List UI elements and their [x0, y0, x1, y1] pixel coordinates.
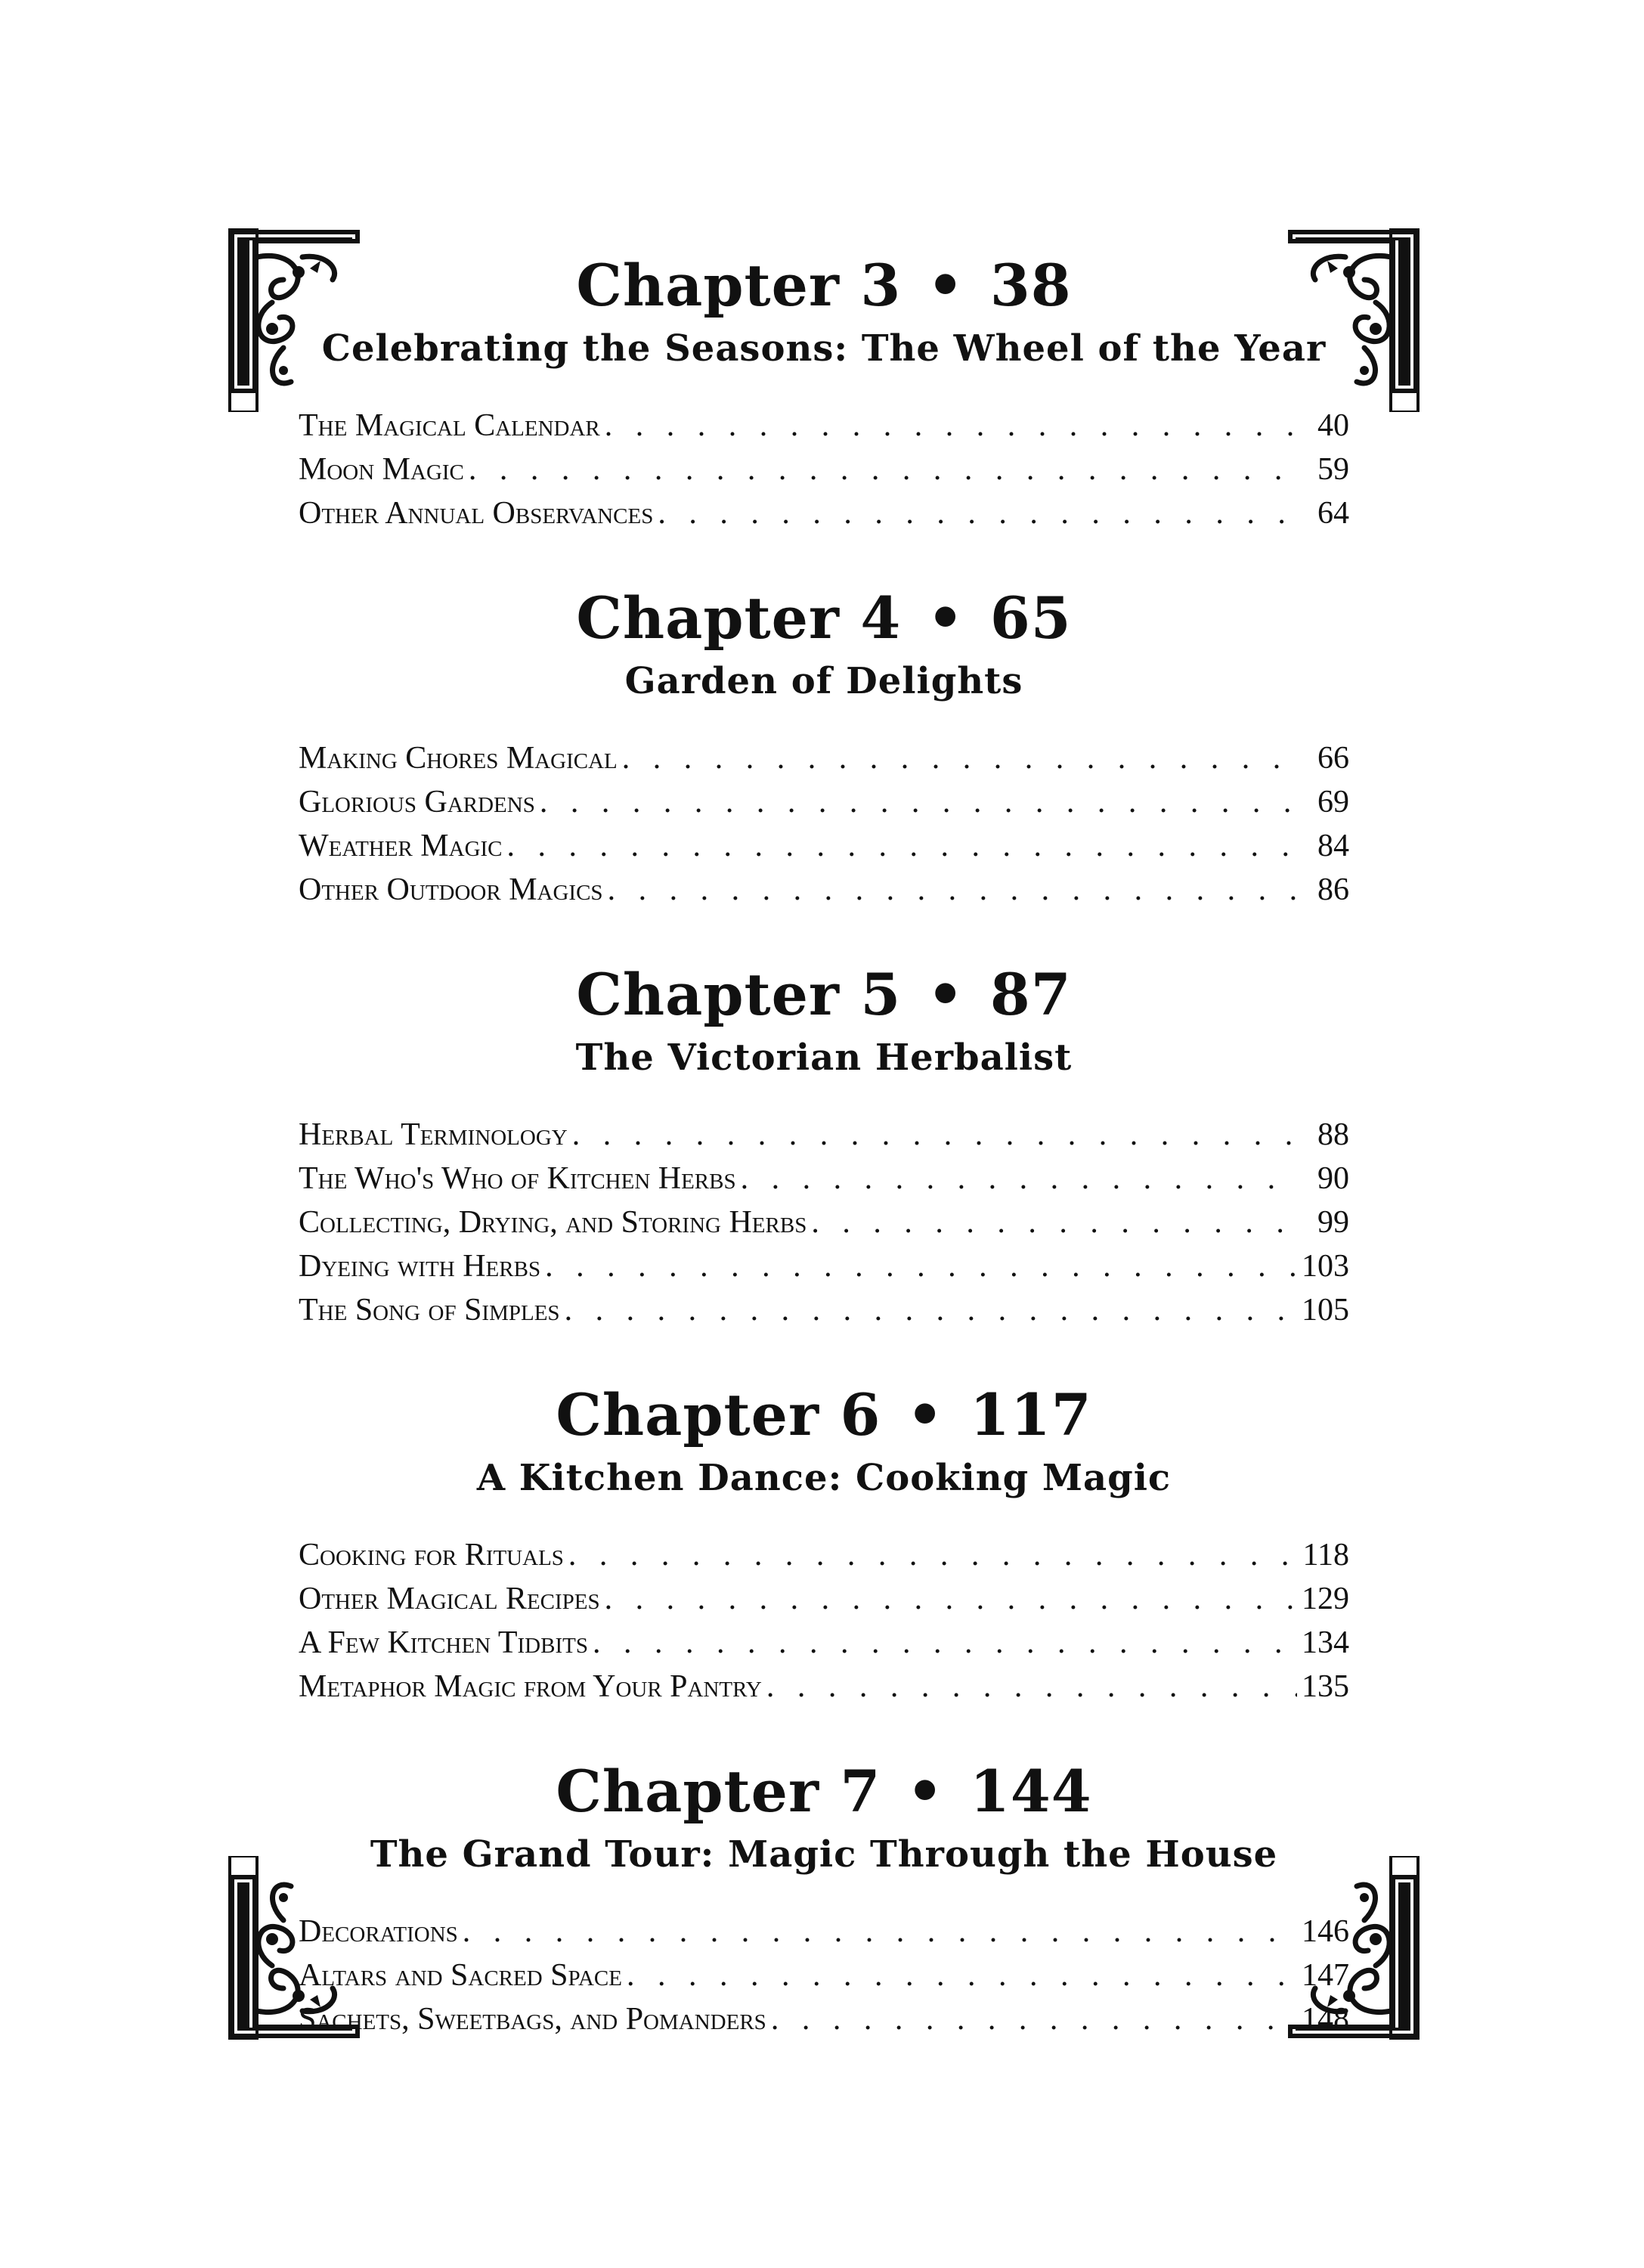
- dot-leader: [565, 1288, 1297, 1332]
- toc-entry[interactable]: [299, 824, 1349, 868]
- toc-entry-label: Cooking for Rituals: [299, 1538, 564, 1572]
- chapter-block: [299, 249, 1349, 535]
- dot-leader: [463, 1910, 1297, 1954]
- toc-entry-page: 118: [1302, 1538, 1349, 1572]
- dot-leader: [545, 1244, 1297, 1288]
- chapter-start-page: 144: [969, 1758, 1092, 1825]
- toc-entry[interactable]: [299, 1157, 1349, 1201]
- chapter-number: Chapter 4: [576, 584, 902, 652]
- toc-entry-label: Sachets, Sweetbags, and Pomanders: [299, 2002, 766, 2037]
- toc-entry-label: The Who's Who of Kitchen Herbs: [299, 1161, 736, 1196]
- toc-entry-page: 90: [1317, 1161, 1349, 1196]
- heading-bullet: •: [906, 1381, 944, 1448]
- chapter-heading[interactable]: [299, 582, 1349, 655]
- dot-leader: [811, 1201, 1299, 1244]
- toc-entry-label: Making Chores Magical: [299, 741, 618, 776]
- toc-entry-page: 84: [1317, 829, 1349, 863]
- toc-entry[interactable]: [299, 1577, 1349, 1621]
- toc-entry-page: 66: [1317, 741, 1349, 776]
- chapter-title: Celebrating the Seasons: The Wheel of the Year: [321, 327, 1327, 370]
- chapter-start-page: 38: [989, 252, 1072, 319]
- toc-entry-label: Other Magical Recipes: [299, 1582, 600, 1616]
- chapter-block: [299, 959, 1349, 1332]
- toc-entry[interactable]: [299, 780, 1349, 824]
- chapter-start-page: 117: [969, 1381, 1092, 1448]
- chapter-title: A Kitchen Dance: Cooking Magic: [476, 1457, 1172, 1499]
- chapter-block: [299, 1379, 1349, 1709]
- toc-entry-page: 103: [1302, 1249, 1349, 1284]
- chapter-number: Chapter 7: [556, 1758, 881, 1825]
- dot-leader: [507, 824, 1299, 868]
- toc-entry-label: Metaphor Magic from Your Pantry: [299, 1669, 762, 1704]
- dot-leader: [469, 448, 1299, 491]
- toc-entry-label: Weather Magic: [299, 829, 503, 863]
- chapter-heading[interactable]: [299, 249, 1349, 322]
- heading-bullet: •: [927, 252, 964, 319]
- toc-entry-label: The Song of Simples: [299, 1293, 560, 1328]
- heading-bullet: •: [927, 584, 964, 652]
- toc-entry-label: Collecting, Drying, and Storing Herbs: [299, 1205, 807, 1240]
- toc-entry[interactable]: [299, 1665, 1349, 1709]
- toc-entry-page: 64: [1317, 496, 1349, 531]
- toc-entry-page: 69: [1317, 785, 1349, 820]
- toc-entry[interactable]: [299, 736, 1349, 780]
- chapter-title: Garden of Delights: [624, 660, 1023, 702]
- toc-entry[interactable]: [299, 491, 1349, 535]
- dot-leader: [605, 1577, 1297, 1621]
- toc-entry[interactable]: [299, 1113, 1349, 1157]
- toc-entry[interactable]: [299, 1533, 1349, 1577]
- chapter-title: The Victorian Herbalist: [575, 1036, 1073, 1079]
- chapter-heading[interactable]: [299, 1755, 1349, 1828]
- table-of-contents: [299, 249, 1349, 2088]
- toc-entry[interactable]: [299, 868, 1349, 912]
- toc-entry-page: 88: [1317, 1117, 1349, 1152]
- dot-leader: [766, 1665, 1297, 1709]
- toc-entry-page: 86: [1317, 872, 1349, 907]
- toc-entry-label: Moon Magic: [299, 452, 464, 487]
- dot-leader: [658, 491, 1299, 535]
- toc-entry-page: 135: [1302, 1669, 1349, 1704]
- chapter-title: The Grand Tour: Magic Through the House: [370, 1833, 1278, 1876]
- toc-entry[interactable]: [299, 1288, 1349, 1332]
- chapter-heading[interactable]: [299, 1379, 1349, 1452]
- chapter-start-page: 65: [989, 584, 1072, 652]
- toc-entry-page: 147: [1302, 1958, 1349, 1993]
- chapter-start-page: 87: [989, 961, 1072, 1028]
- dot-leader: [540, 780, 1299, 824]
- toc-entry-label: Herbal Terminology: [299, 1117, 568, 1152]
- toc-entry-label: Glorious Gardens: [299, 785, 535, 820]
- toc-entry[interactable]: [299, 448, 1349, 491]
- dot-leader: [627, 1954, 1297, 1997]
- toc-entry-page: 146: [1302, 1914, 1349, 1949]
- toc-entry[interactable]: [299, 1621, 1349, 1665]
- toc-entry-label: Decorations: [299, 1914, 458, 1949]
- toc-entry-page: 40: [1317, 408, 1349, 443]
- chapter-number: Chapter 5: [576, 961, 902, 1028]
- toc-entry-page: 134: [1302, 1625, 1349, 1660]
- toc-entry-page: 59: [1317, 452, 1349, 487]
- dot-leader: [771, 1997, 1297, 2041]
- toc-entry[interactable]: [299, 404, 1349, 448]
- toc-entry-label: Other Outdoor Magics: [299, 872, 603, 907]
- toc-entry-label: Altars and Sacred Space: [299, 1958, 622, 1993]
- toc-entry-page: 148: [1302, 2002, 1349, 2037]
- dot-leader: [605, 404, 1299, 448]
- chapter-number: Chapter 6: [556, 1381, 881, 1448]
- toc-entry[interactable]: [299, 1910, 1349, 1954]
- toc-entry-page: 105: [1302, 1293, 1349, 1328]
- toc-entry-label: Other Annual Observances: [299, 496, 654, 531]
- toc-entry-page: 99: [1317, 1205, 1349, 1240]
- chapter-heading[interactable]: [299, 959, 1349, 1031]
- toc-entry-label: A Few Kitchen Tidbits: [299, 1625, 588, 1660]
- toc-entry-label: Dyeing with Herbs: [299, 1249, 541, 1284]
- toc-entry-page: 129: [1302, 1582, 1349, 1616]
- toc-entry-label: The Magical Calendar: [299, 408, 600, 443]
- heading-bullet: •: [906, 1758, 944, 1825]
- chapter-block: [299, 1755, 1349, 2041]
- toc-entry[interactable]: [299, 1997, 1349, 2041]
- toc-entry[interactable]: [299, 1244, 1349, 1288]
- heading-bullet: •: [927, 961, 964, 1028]
- chapter-number: Chapter 3: [576, 252, 902, 319]
- dot-leader: [741, 1157, 1299, 1201]
- dot-leader: [622, 736, 1299, 780]
- toc-entry[interactable]: [299, 1954, 1349, 1997]
- toc-entry[interactable]: [299, 1201, 1349, 1244]
- dot-leader: [568, 1533, 1299, 1577]
- dot-leader: [608, 868, 1299, 912]
- dot-leader: [593, 1621, 1297, 1665]
- dot-leader: [572, 1113, 1299, 1157]
- chapter-block: [299, 582, 1349, 912]
